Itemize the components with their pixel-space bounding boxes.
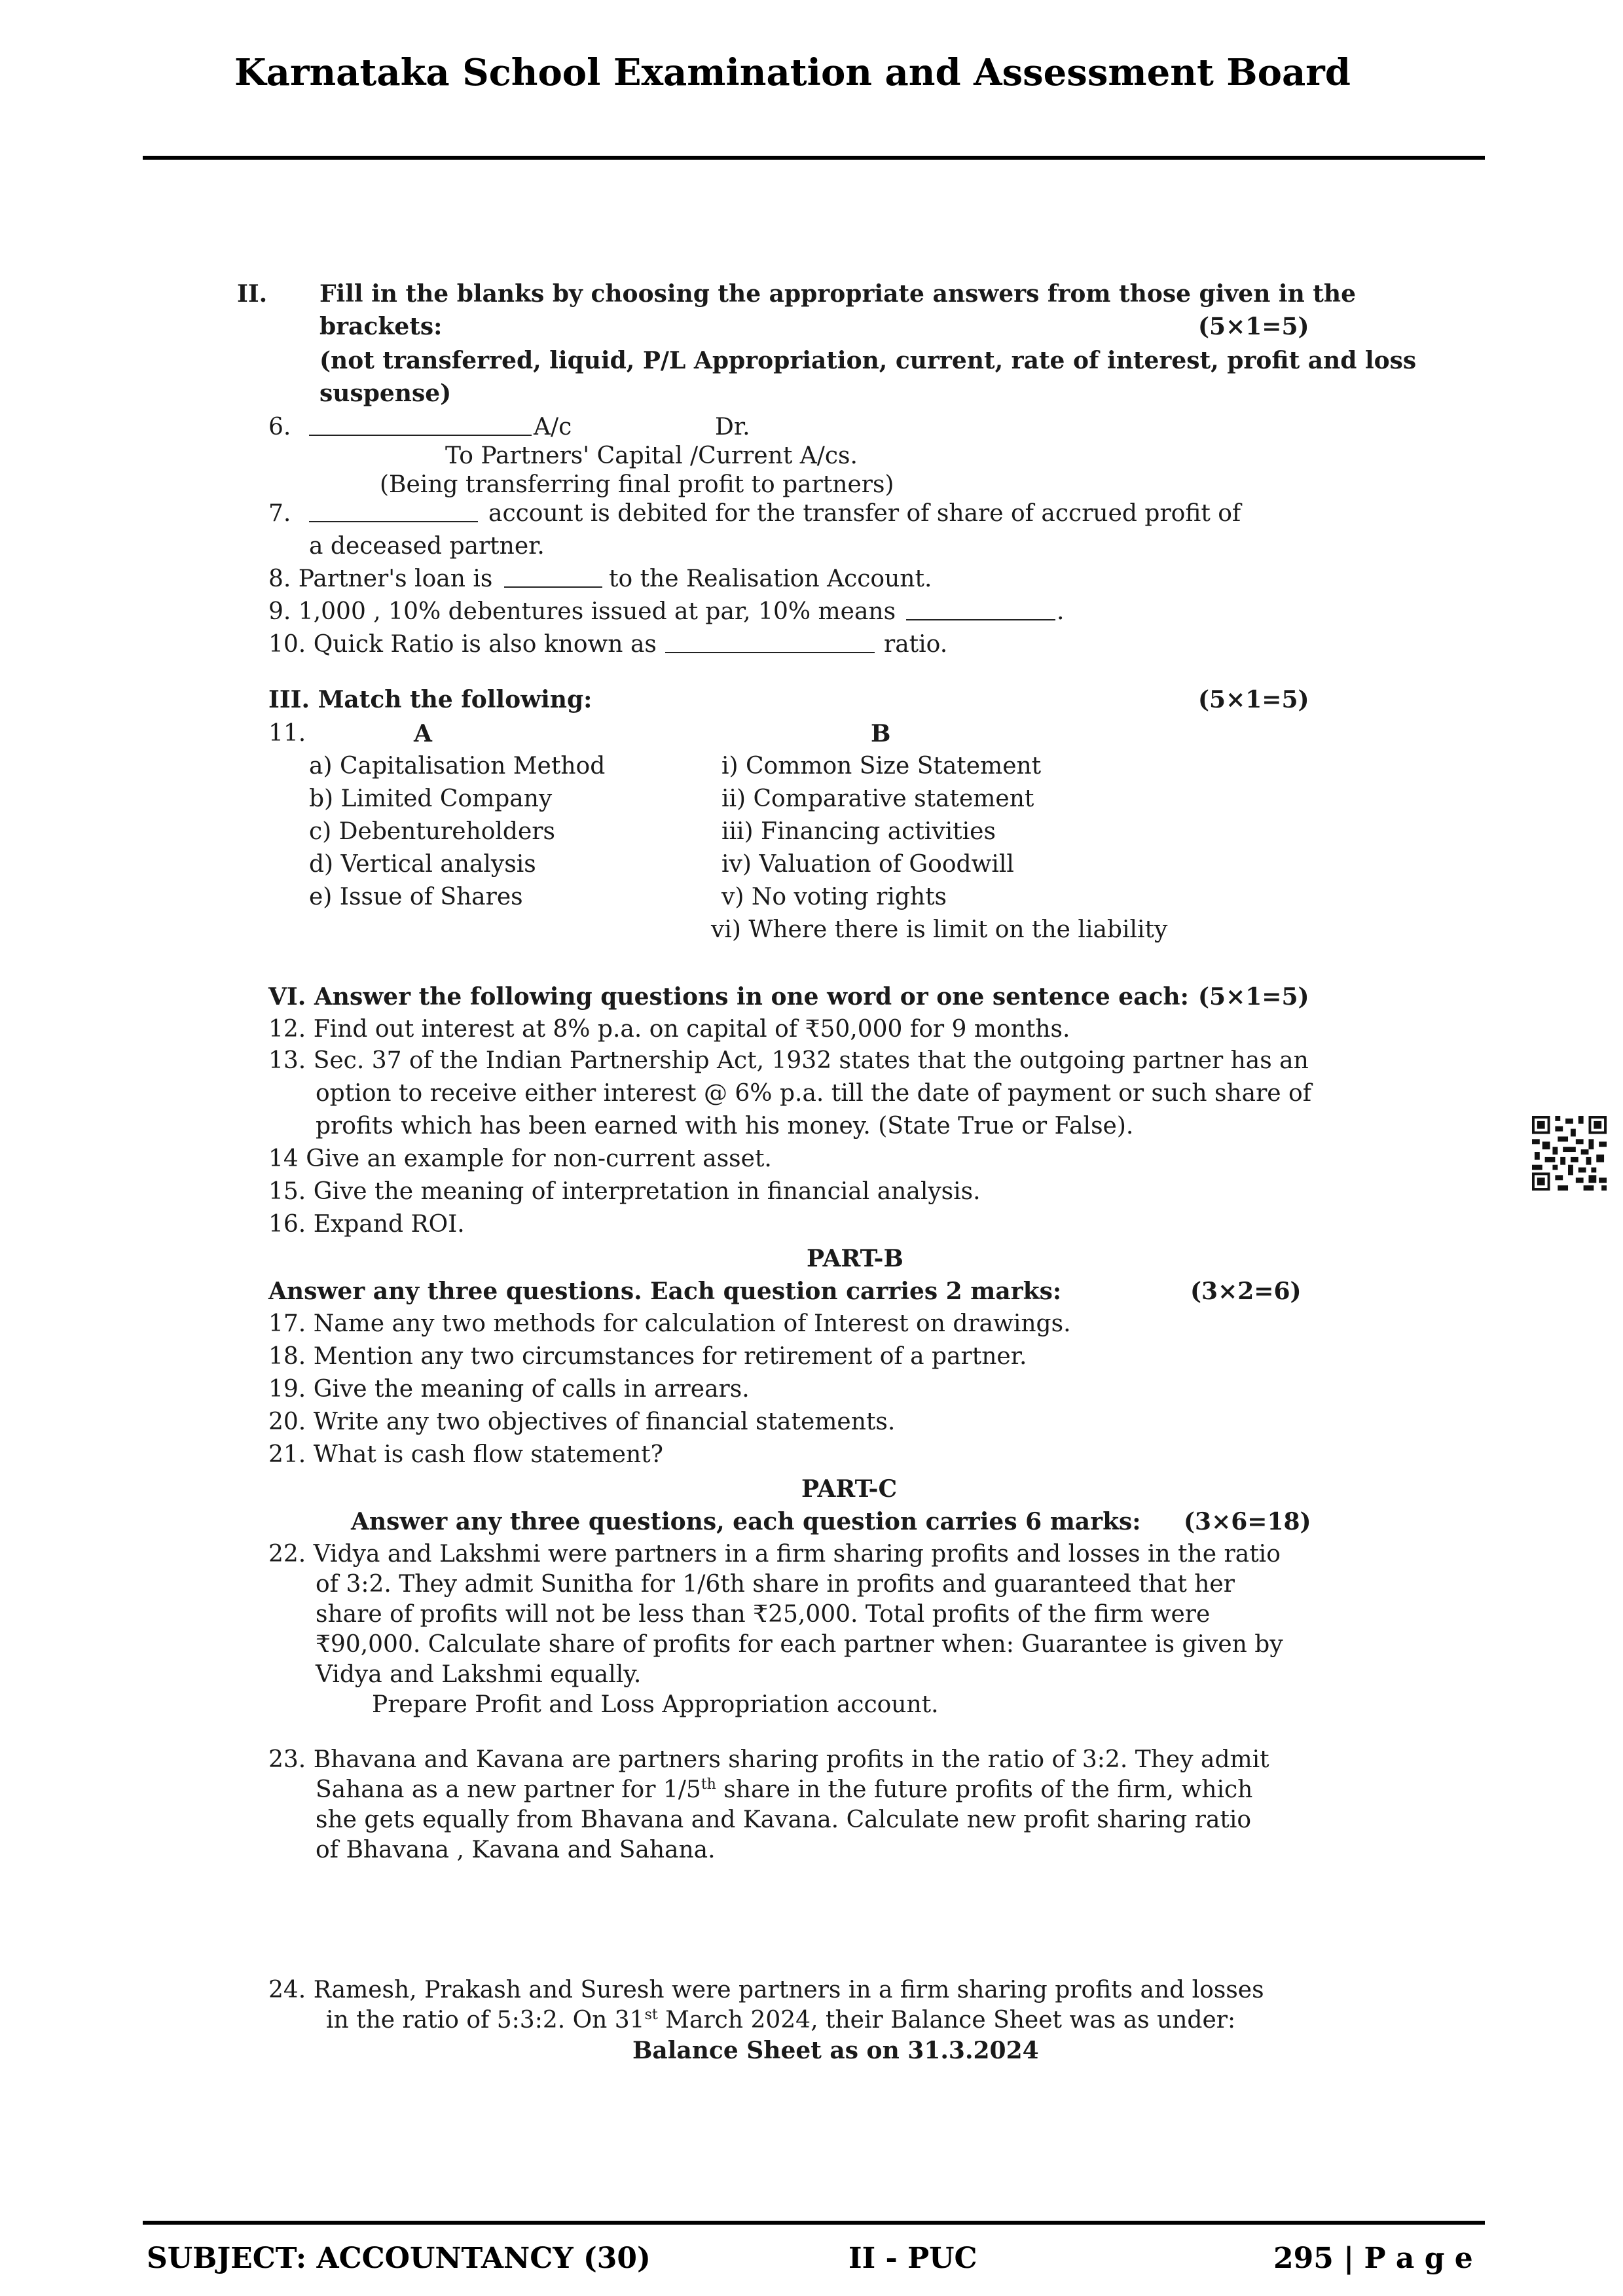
q8-blank — [504, 586, 602, 588]
question-line: profits which has been earned with his money. (State True or False). — [316, 1113, 1134, 1139]
match-a-item: e) Issue of Shares — [309, 884, 523, 910]
question-line: ₹90,000. Calculate share of profits for each partner when: Guarantee is given by — [316, 1631, 1283, 1658]
q10-text-a: 10. Quick Ratio is also known as — [268, 631, 657, 658]
match-b-item: ii) Comparative statement — [721, 785, 1034, 812]
q6-number: 6. — [268, 414, 291, 440]
question-line: 21. What is cash flow statement? — [268, 1441, 663, 1468]
q9-blank — [906, 619, 1055, 620]
q10-text-b: ratio. — [884, 631, 948, 658]
question-line: 24. Ramesh, Prakash and Suresh were partners in a firm sharing profits and losses — [268, 1977, 1264, 2003]
question-line: Vidya and Lakshmi equally. — [316, 1661, 642, 1688]
footer-page-number: 295 | P a g e — [1273, 2242, 1473, 2275]
section-vi-marks: (5×1=5) — [1198, 983, 1309, 1011]
q6-account: A/c — [534, 414, 572, 440]
question-line: option to receive either interest @ 6% p.a. till the date of payment or such share of — [316, 1080, 1312, 1107]
part-c-title: PART-C — [801, 1475, 898, 1503]
section-ii-options-line1: (not transferred, liquid, P/L Appropriation, current, rate of interest, profit and loss — [319, 347, 1417, 374]
part-c-instruction: Answer any three questions, each question carries 6 marks: — [351, 1508, 1141, 1535]
q6-line3: (Being transferring final profit to partners) — [380, 471, 894, 498]
q6-blank — [309, 435, 532, 436]
question-line: 14 Give an example for non-current asset. — [268, 1145, 772, 1172]
match-column-b-heading: B — [871, 720, 891, 747]
q9-text-b: . — [1057, 598, 1065, 625]
question-line: 22. Vidya and Lakshmi were partners in a firm sharing profits and losses in the ratio — [268, 1541, 1281, 1568]
question-line: 20. Write any two objectives of financial statements. — [268, 1408, 896, 1435]
question-line: of Bhavana , Kavana and Sahana. — [316, 1837, 716, 1863]
q11-number: 11. — [268, 720, 306, 747]
match-a-item: b) Limited Company — [309, 785, 553, 812]
q23-text-a: Sahana as a new partner for 1/5 — [316, 1776, 701, 1803]
question-line: share of profits will not be less than ₹25,000. Total profits of the firm were — [316, 1601, 1211, 1628]
part-c-marks: (3×6=18) — [1184, 1508, 1311, 1535]
q7-line2: a deceased partner. — [309, 533, 545, 560]
q7-blank — [309, 521, 478, 522]
question-line — [316, 1776, 1252, 1803]
match-a-item: a) Capitalisation Method — [309, 753, 606, 780]
question-line: 17. Name any two methods for calculation of Interest on drawings. — [268, 1310, 1071, 1337]
q24-text-a: in the ratio of 5:3:2. On 31 — [326, 2007, 645, 2034]
section-ii-instruction-line2: brackets: — [319, 313, 443, 340]
part-b-instruction: Answer any three questions. Each question carries 2 marks: — [268, 1278, 1062, 1305]
match-b-item: v) No voting rights — [721, 884, 947, 910]
q23-text-b: share in the future profits of the firm, which — [716, 1776, 1253, 1803]
section-ii-marks: (5×1=5) — [1198, 313, 1309, 340]
question-line: 13. Sec. 37 of the Indian Partnership Act, 1932 states that the outgoing partner has an — [268, 1047, 1309, 1074]
section-vi-title: VI. Answer the following questions in one word or one sentence each: — [268, 983, 1189, 1011]
header-divider — [143, 156, 1485, 160]
match-b-item: vi) Where there is limit on the liability — [711, 916, 1168, 943]
question-line: 19. Give the meaning of calls in arrears. — [268, 1376, 750, 1403]
q8-text-b: to the Realisation Account. — [609, 565, 932, 592]
question-line: 16. Expand ROI. — [268, 1211, 465, 1238]
footer-class: II - PUC — [848, 2242, 977, 2275]
part-b-marks: (3×2=6) — [1190, 1278, 1302, 1305]
match-column-a-heading: A — [414, 720, 432, 747]
question-line: of 3:2. They admit Sunitha for 1/6th share in profits and guaranteed that her — [316, 1571, 1235, 1598]
q24-superscript: st — [644, 2007, 658, 2023]
footer-divider — [143, 2221, 1485, 2225]
section-ii-options-line2: suspense) — [319, 380, 452, 407]
match-b-item: i) Common Size Statement — [721, 753, 1042, 780]
section-ii-instruction-line1: Fill in the blanks by choosing the appropriate answers from those given in the — [319, 280, 1356, 308]
q8-text-a: 8. Partner's loan is — [268, 565, 493, 592]
footer-subject: SUBJECT: ACCOUNTANCY (30) — [147, 2242, 651, 2275]
q7-number: 7. — [268, 500, 291, 527]
question-line: Prepare Profit and Loss Appropriation account. — [372, 1691, 939, 1718]
section-iii-marks: (5×1=5) — [1198, 686, 1309, 713]
q10-blank — [665, 652, 875, 653]
question-line — [326, 2007, 1235, 2034]
match-b-item: iii) Financing activities — [721, 818, 996, 845]
part-b-title: PART-B — [807, 1245, 903, 1272]
question-line: 15. Give the meaning of interpretation in financial analysis. — [268, 1178, 981, 1205]
match-a-item: c) Debentureholders — [309, 818, 555, 845]
q9-text-a: 9. 1,000 , 10% debentures issued at par, 10% means — [268, 598, 896, 625]
question-line: 12. Find out interest at 8% p.a. on capital of ₹50,000 for 9 months. — [268, 1016, 1070, 1043]
balance-sheet-title: Balance Sheet as on 31.3.2024 — [632, 2037, 1039, 2064]
question-line: she gets equally from Bhavana and Kavana. Calculate new profit sharing ratio — [316, 1806, 1252, 1833]
q6-dr: Dr. — [715, 414, 750, 440]
qr-code-icon — [1532, 1116, 1607, 1191]
q7-text: account is debited for the transfer of share of accrued profit of — [488, 500, 1241, 527]
q23-superscript: th — [701, 1776, 716, 1793]
q6-line2: To Partners' Capital /Current A/cs. — [445, 442, 858, 469]
match-b-item: iv) Valuation of Goodwill — [721, 851, 1014, 878]
section-ii-number: II. — [237, 280, 268, 308]
question-line: 23. Bhavana and Kavana are partners sharing profits in the ratio of 3:2. They admit — [268, 1746, 1269, 1773]
match-a-item: d) Vertical analysis — [309, 851, 536, 878]
section-iii-title: III. Match the following: — [268, 686, 593, 713]
q24-text-b: March 2024, their Balance Sheet was as under: — [657, 2007, 1236, 2034]
page-header-title: Karnataka School Examination and Assessment Board — [234, 51, 1351, 94]
question-line: 18. Mention any two circumstances for retirement of a partner. — [268, 1343, 1027, 1370]
